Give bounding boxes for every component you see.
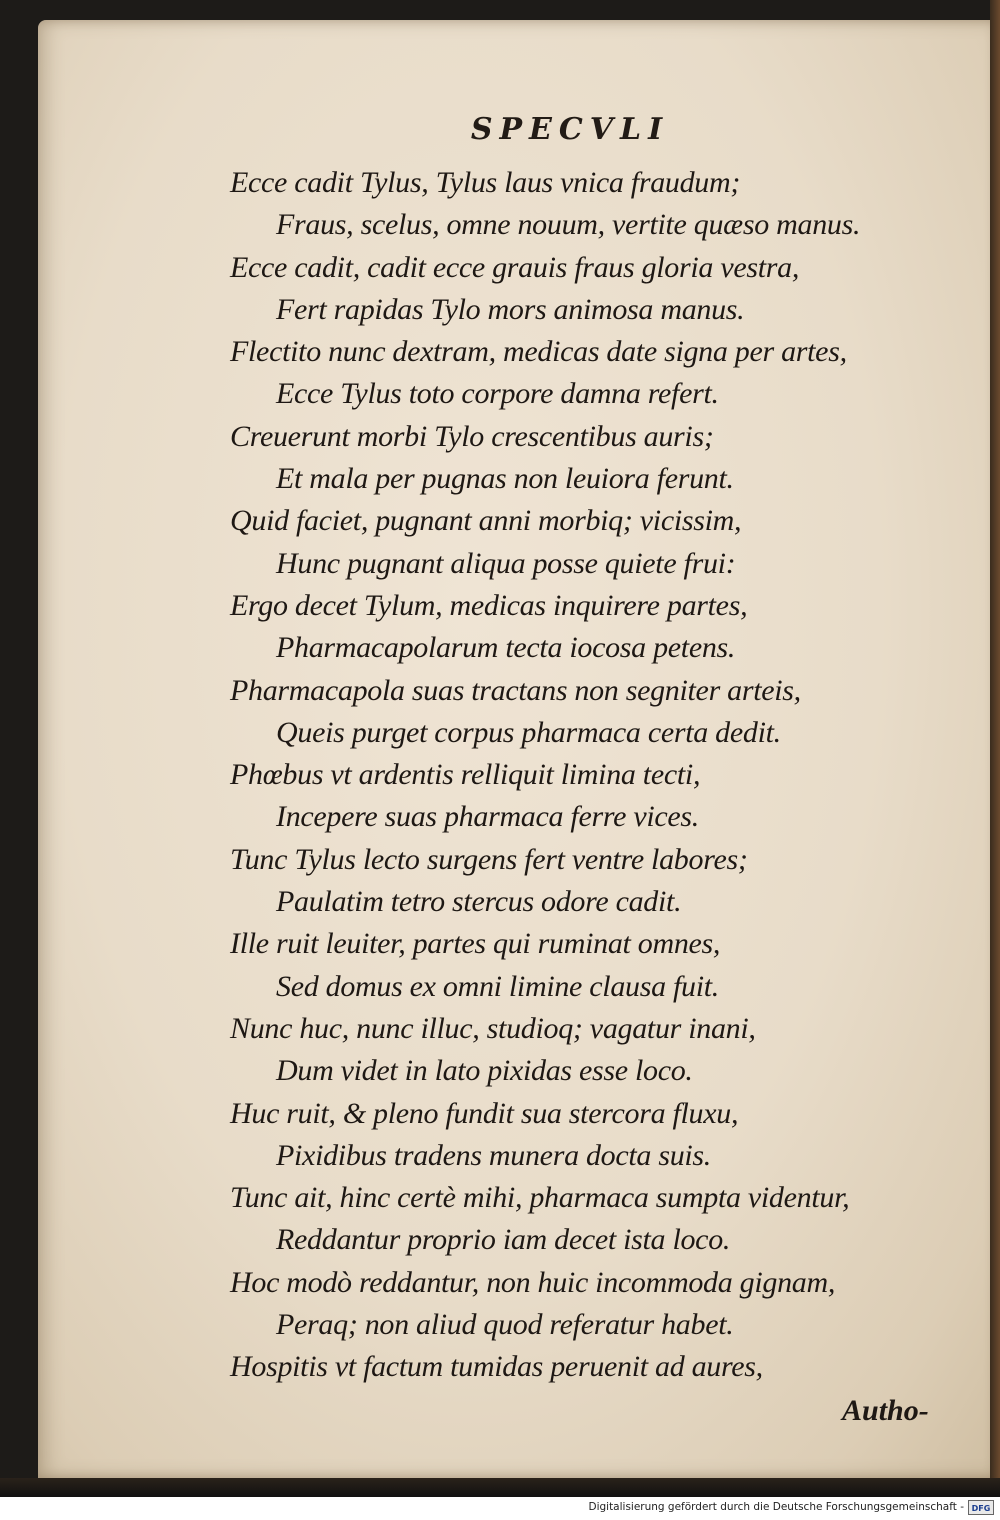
poem-line: Quid faciet, pugnant anni morbiq; vicissim, <box>230 504 742 538</box>
poem-line-indented: Reddantur proprio iam decet ista loco. <box>276 1223 731 1257</box>
poem-line: Flectito nunc dextram, medicas date signa per artes, <box>230 335 847 369</box>
poem-line: Nunc huc, nunc illuc, studioq; vagatur inani, <box>230 1011 756 1045</box>
poem-text <box>230 162 970 1389</box>
footer-credit-text: Digitalisierung gefördert durch die Deutsche Forschungsgemeinschaft - <box>588 1501 964 1513</box>
poem-line-indented: Sed domus ex omni limine clausa fuit. <box>276 969 720 1003</box>
poem-line-indented: Paulatim tetro stercus odore cadit. <box>276 885 682 919</box>
poem-line-indented: Dum videt in lato pixidas esse loco. <box>276 1054 693 1088</box>
poem-line-indented: Queis purget corpus pharmaca certa dedit. <box>276 715 781 749</box>
catchword: Autho- <box>842 1394 929 1427</box>
page-edge-bottom <box>0 1478 1000 1497</box>
poem-line: Pharmacapola suas tractans non segniter arteis, <box>230 673 801 707</box>
poem-line: Creuerunt morbi Tylo crescentibus auris; <box>230 419 714 453</box>
poem-line-indented: Peraq; non aliud quod referatur habet. <box>276 1308 734 1342</box>
digitization-footer <box>0 1497 1000 1520</box>
poem-line: Ergo decet Tylum, medicas inquirere partes, <box>230 588 748 622</box>
page-edge-right <box>990 0 1000 1497</box>
poem-line-indented: Pixidibus tradens munera docta suis. <box>276 1138 712 1172</box>
poem-line-indented: Fraus, scelus, omne nouum, vertite quæso manus. <box>276 208 861 242</box>
poem-line: Hoc modò reddantur, non huic incommoda gignam, <box>230 1265 836 1299</box>
poem-line: Tunc Tylus lecto surgens fert ventre labores; <box>230 842 748 876</box>
poem-line: Hospitis vt factum tumidas peruenit ad aures, <box>230 1350 763 1384</box>
poem-line: Tunc ait, hinc certè mihi, pharmaca sumpta videntur, <box>230 1181 850 1215</box>
poem-line-indented: Et mala per pugnas non leuiora ferunt. <box>276 462 734 496</box>
poem-line: Huc ruit, & pleno fundit sua stercora fluxu, <box>230 1096 739 1130</box>
running-header: SPECVLI <box>470 112 670 147</box>
poem-line: Phœbus vt ardentis relliquit limina tecti, <box>230 758 701 792</box>
poem-line-indented: Ecce Tylus toto corpore damna refert. <box>276 377 719 411</box>
dfg-logo-icon: DFG <box>968 1500 994 1515</box>
poem-line-indented: Incepere suas pharmaca ferre vices. <box>276 800 699 834</box>
poem-line-indented: Pharmacapolarum tecta iocosa petens. <box>276 631 736 665</box>
poem-line-indented: Fert rapidas Tylo mors animosa manus. <box>276 292 745 326</box>
poem-line: Ecce cadit, cadit ecce grauis fraus gloria vestra, <box>230 250 800 284</box>
poem-line: Ille ruit leuiter, partes qui ruminat omnes, <box>230 927 721 961</box>
poem-line-indented: Hunc pugnant aliqua posse quiete frui: <box>276 546 736 580</box>
poem-line: Ecce cadit Tylus, Tylus laus vnica fraudum; <box>230 166 741 199</box>
